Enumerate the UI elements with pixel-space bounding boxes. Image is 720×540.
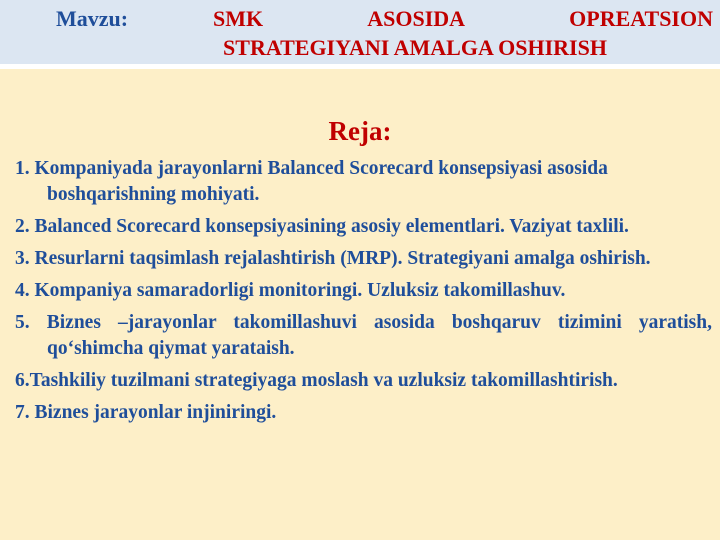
title-word: ASOSIDA <box>367 6 466 31</box>
plan-heading: Reja: <box>328 116 392 146</box>
slide-title-line1 <box>213 6 713 32</box>
slide-title-line2: STRATEGIYANI AMALGA OSHIRISH <box>223 35 607 60</box>
title-word: SMK <box>213 6 264 31</box>
title-word: OPREATSION <box>569 6 713 31</box>
plan-item: 1. Kompaniyada jarayonlarni Balanced Scorecard konsepsiyasi asosida boshqarishning mohiyati. <box>15 158 608 205</box>
plan-item: 3. Resurlarni taqsimlash rejalashtirish (MRP). Strategiyani amalga oshirish. <box>15 248 651 269</box>
topic-prefix: Mavzu: <box>56 6 129 31</box>
plan-item: 4. Kompaniya samaradorligi monitoringi. Uzluksiz takomillashuv. <box>15 280 566 301</box>
plan-list <box>15 156 712 432</box>
plan-item: 5. Biznes –jarayonlar takomillashuvi asosida boshqaruv tizimini yaratish, qo‘shimcha qiymat yarataish. <box>15 312 712 359</box>
plan-item: 2. Balanced Scorecard konsepsiyasining asosiy elementlari. Vaziyat taxlili. <box>15 216 629 237</box>
plan-item: 6.Tashkiliy tuzilmani strategiyaga moslash va uzluksiz takomillashtirish. <box>15 370 618 391</box>
slide-header <box>0 0 720 64</box>
content-area <box>0 69 720 540</box>
plan-item: 7. Biznes jarayonlar injiniringi. <box>15 402 277 423</box>
